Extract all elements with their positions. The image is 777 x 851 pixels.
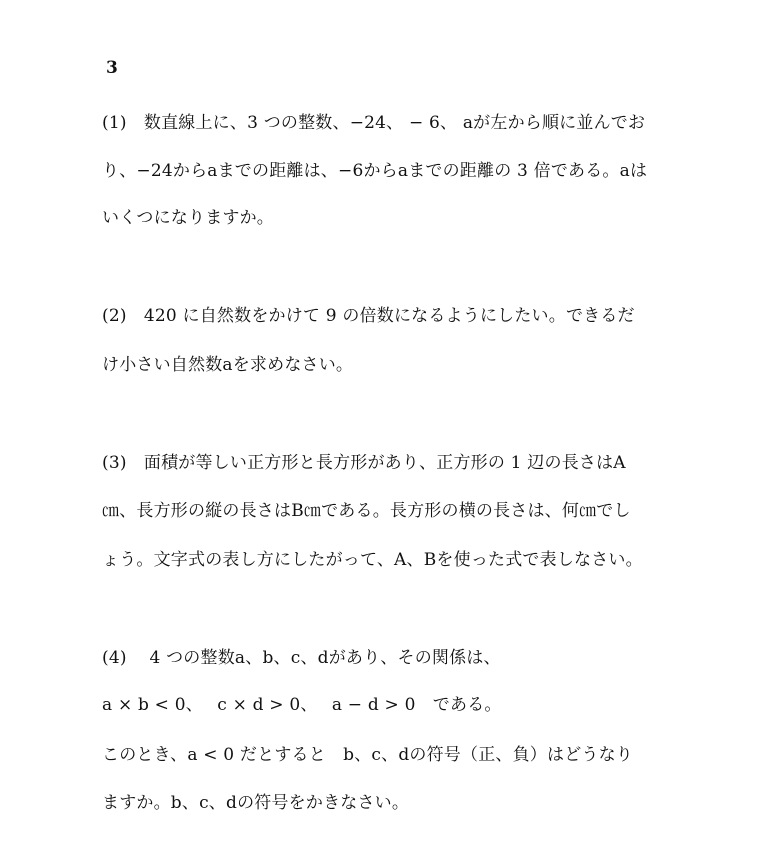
question-4-line-1: (4) 4 つの整数a、b、c、dがあり、その関係は、	[102, 648, 501, 668]
question-2-line-1: (2) 420 に自然数をかけて 9 の倍数になるようにしたい。できるだ	[102, 306, 635, 326]
question-3-line-2: ㎝、長方形の縦の長さはB㎝である。長方形の横の長さは、何㎝でし	[102, 501, 631, 521]
question-4-line-3: このとき、a < 0 だとすると b、c、dの符号（正、負）はどうなり	[102, 745, 634, 765]
question-3-line-3: ょう。文字式の表し方にしたがって、A、Bを使った式で表しなさい。	[102, 550, 643, 570]
question-1-line-2: り、−24からaまでの距離は、−6からaまでの距離の 3 倍である。aは	[102, 161, 648, 181]
question-3-line-1: (3) 面積が等しい正方形と長方形があり、正方形の 1 辺の長さはA	[102, 453, 626, 473]
section-number: 3	[106, 58, 118, 78]
question-1-line-1: (1) 数直線上に、3 つの整数、−24、 − 6、 aが左から順に並んでお	[102, 113, 646, 133]
question-4-line-2: a × b < 0、 c × d > 0、 a − d > 0 である。	[102, 695, 502, 715]
question-2-line-2: け小さい自然数aを求めなさい。	[102, 355, 354, 375]
question-1-line-3: いくつになりますか。	[102, 208, 274, 228]
question-4-line-4: ますか。b、c、dの符号をかきなさい。	[102, 793, 410, 813]
